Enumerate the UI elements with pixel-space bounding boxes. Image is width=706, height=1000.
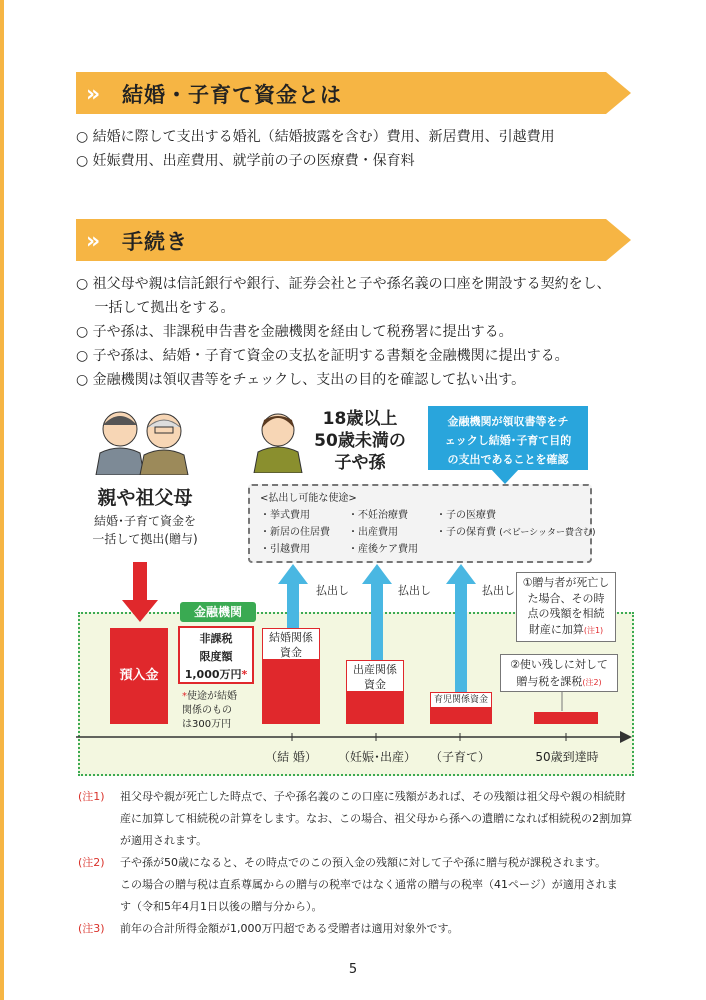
withdraw-label: 払出し bbox=[316, 584, 349, 597]
use-item: ・新居の住居費 bbox=[260, 527, 330, 538]
timeline-label: 50歳到達時 bbox=[535, 750, 599, 764]
withdraw-arrow-1 bbox=[278, 564, 308, 630]
callout-line bbox=[501, 673, 617, 691]
use-item: ・不妊治療費 bbox=[348, 510, 408, 521]
section1-list bbox=[76, 125, 555, 173]
svg-text:»: » bbox=[86, 82, 101, 107]
callout-note: (注2) bbox=[582, 678, 602, 687]
footnote-line: が適用されます。 bbox=[120, 834, 208, 847]
use-item: ・子の医療費 bbox=[436, 510, 496, 521]
limit-note-mark: * bbox=[182, 691, 187, 702]
footnote-line: この場合の贈与税は直系尊属からの贈与の税率ではなく通常の贈与の税率（41ページ）が適用されま bbox=[120, 878, 618, 891]
parents-description bbox=[60, 512, 230, 548]
limit-note-text: 使途が結婚 bbox=[187, 691, 237, 702]
use-item-label: ・子の保育費 bbox=[436, 527, 496, 538]
bar-label-line: 資金 bbox=[280, 646, 302, 659]
callout-note: (注1) bbox=[583, 625, 604, 635]
page-edge-stripe bbox=[0, 0, 4, 1000]
callout-line bbox=[517, 622, 615, 639]
bank-check-line: の支出であることを確認 bbox=[447, 453, 569, 466]
parents-desc-line: 一括して拠出(贈与) bbox=[92, 532, 198, 546]
list-item: ○ 結婚に際して支出する婚礼（結婚披露を含む）費用、新居費用、引越費用 bbox=[76, 129, 555, 145]
bank-label: 金融機関 bbox=[180, 602, 256, 622]
footnote-3 bbox=[78, 918, 105, 940]
section-header-procedures bbox=[76, 219, 631, 261]
bar-label bbox=[262, 628, 320, 660]
footnote-key: (注3) bbox=[78, 922, 105, 935]
withdraw-arrow-2 bbox=[362, 564, 392, 660]
balance-bar-marriage bbox=[262, 628, 320, 724]
callout-gift-tax bbox=[500, 654, 618, 692]
limit-line: 限度額 bbox=[199, 650, 233, 663]
bar-label-line: 資金 bbox=[364, 678, 386, 691]
footnote-line: 子や孫が50歳になると、その時点でのこの預入金の残額に対して子や孫に贈与税が課税されます。 bbox=[120, 856, 607, 869]
list-item: ○ 金融機関は領収書等をチェックし、支出の目的を確認して払い出す。 bbox=[76, 372, 526, 388]
child-illustration bbox=[248, 408, 308, 473]
callout-text: 財産に加算 bbox=[528, 622, 584, 636]
limit-line: 非課税 bbox=[199, 632, 233, 645]
footnote-line: す（令和5年4月1日以後の贈与分から）。 bbox=[120, 900, 323, 913]
footnote-line: 前年の合計所得金額が1,000万円超である受贈者は適用対象外です。 bbox=[120, 922, 459, 935]
svg-text:»: » bbox=[86, 229, 101, 254]
limit-mark: * bbox=[241, 668, 248, 681]
limit-note-line bbox=[182, 690, 262, 704]
permitted-uses-box bbox=[248, 484, 596, 563]
timeline-label: （結 婚） bbox=[265, 750, 317, 764]
uses-title: <払出し可能な使途> bbox=[260, 493, 357, 504]
child-label bbox=[300, 408, 420, 474]
footnote-2-text bbox=[120, 852, 618, 918]
callout-text: 贈与税を課税 bbox=[516, 675, 583, 688]
timeline-label: （子育て） bbox=[429, 750, 490, 764]
callout-pointer bbox=[556, 691, 568, 711]
child-label-line: 子や孫 bbox=[334, 453, 386, 473]
parents-desc-line: 結婚･子育て資金を bbox=[93, 514, 196, 528]
balance-bar-birth bbox=[346, 660, 404, 724]
withdraw-label: 払出し bbox=[482, 584, 515, 597]
withdraw-arrow-3 bbox=[446, 564, 476, 692]
list-item: ○ 子や孫は、非課税申告書を金融機関を経由して税務署に提出する。 bbox=[76, 324, 513, 340]
use-item: ・産後ケア費用 bbox=[348, 544, 418, 555]
bar-label: 育児関係資金 bbox=[430, 692, 492, 708]
bar-label-line: 結婚関係 bbox=[269, 631, 313, 644]
child-label-line: 18歳以上 bbox=[322, 409, 398, 429]
bar-label-line: 出産関係 bbox=[353, 663, 397, 676]
bank-check-line: 金融機関が領収書等をチ bbox=[447, 415, 569, 428]
timeline-label: （妊娠･出産） bbox=[337, 750, 416, 764]
limit-note-line: は300万円 bbox=[182, 719, 232, 730]
callout-line: た場合、その時 bbox=[527, 591, 605, 605]
footnote-key: (注2) bbox=[78, 856, 105, 869]
section-header-marriage-funds bbox=[76, 72, 631, 114]
section-title: 結婚・子育て資金とは bbox=[122, 83, 342, 107]
timeline-axis bbox=[76, 730, 632, 744]
limit-amount: 1,000万円 bbox=[184, 668, 242, 681]
callout-line: ①贈与者が死亡し bbox=[522, 576, 610, 589]
footnote-2 bbox=[78, 852, 105, 874]
deposit-bar: 預入金 bbox=[110, 628, 168, 724]
tax-free-limit-box bbox=[178, 626, 254, 684]
use-item-note: (ベビーシッター費含む) bbox=[499, 528, 596, 538]
list-item: ○ 子や孫は、結婚・子育て資金の支払を証明する書類を金融機関に提出する。 bbox=[76, 348, 569, 364]
footnote-1-text bbox=[120, 786, 632, 852]
footnote-1 bbox=[78, 786, 105, 808]
footnote-3-text bbox=[120, 918, 459, 940]
callout-death bbox=[516, 572, 616, 642]
use-item: ・引越費用 bbox=[260, 544, 310, 555]
child-label-line: 50歳未満の bbox=[314, 431, 406, 451]
section-title: 手続き bbox=[122, 230, 188, 254]
parents-label: 親や祖父母 bbox=[97, 487, 193, 509]
use-item bbox=[436, 523, 596, 538]
page-number: 5 bbox=[348, 962, 358, 977]
footnote-key: (注1) bbox=[78, 790, 105, 803]
bank-check-line: ェックし結婚･子育て目的 bbox=[444, 434, 572, 447]
use-item: ・挙式費用 bbox=[260, 510, 310, 521]
limit-note bbox=[182, 690, 262, 732]
limit-line bbox=[180, 666, 252, 684]
footnote-line: 祖父母や親が死亡した時点で、子や孫名義のこの口座に残額があれば、その残額は祖父母や親の相続財 bbox=[120, 790, 626, 803]
list-item: ○ 妊娠費用、出産費用、就学前の子の医療費・保育料 bbox=[76, 153, 415, 169]
balance-bar-age50 bbox=[534, 712, 598, 724]
section2-list bbox=[76, 272, 611, 392]
bar-label bbox=[346, 660, 404, 692]
list-item: ○ 祖父母や親は信託銀行や銀行、証券会社と子や孫名義の口座を開設する契約をし、 bbox=[76, 276, 611, 292]
grandparents-illustration bbox=[88, 405, 198, 475]
footnote-line: 産に加算して相続税の計算をします。なお、この場合、祖父母から孫への遺贈になれば相続税の2割加算 bbox=[120, 812, 633, 825]
withdraw-label: 払出し bbox=[398, 584, 431, 597]
use-item: ・出産費用 bbox=[348, 527, 398, 538]
balance-bar-childcare bbox=[430, 692, 492, 724]
bank-check-box bbox=[428, 406, 588, 470]
list-item: 一括して拠出をする。 bbox=[76, 300, 235, 316]
callout-line: 点の残額を相続 bbox=[527, 607, 605, 620]
deposit-arrow bbox=[120, 562, 160, 624]
callout-line: ②使い残しに対して bbox=[510, 658, 608, 671]
limit-note-line: 関係のもの bbox=[182, 705, 232, 716]
